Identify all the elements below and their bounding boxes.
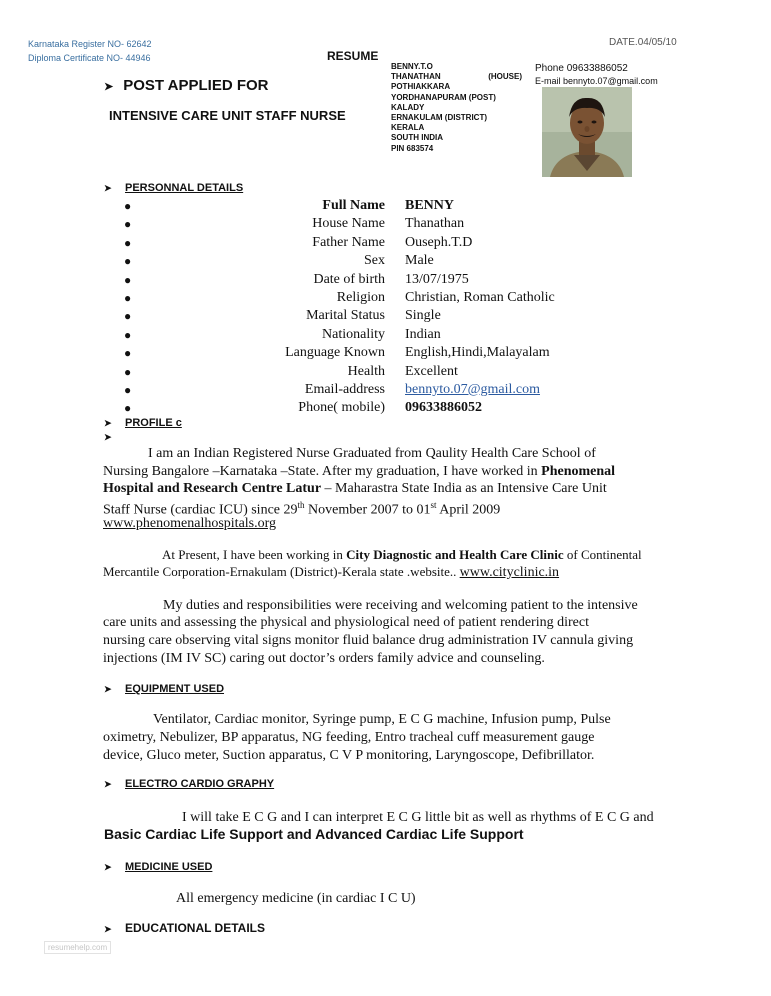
ecg-line: I will take E C G and I can interpret E C G little bit as well as rhythms of E C G and xyxy=(182,810,654,825)
arrow-bullet-icon: ➤ xyxy=(104,862,112,872)
equipment-line: oximetry, Nebulizer, BP apparatus, NG feeding, Entro tracheal cuff measurement gauge xyxy=(103,730,595,745)
address-house-row xyxy=(391,72,522,82)
detail-row xyxy=(122,399,592,417)
profile-text: – Maharastra State India as an Intensive Care Unit xyxy=(321,481,607,496)
arrow-bullet-icon: ➤ xyxy=(104,81,114,93)
portrait-image xyxy=(542,87,632,177)
bullet-icon: ● xyxy=(124,401,132,416)
profile-text: April 2009 xyxy=(436,502,501,518)
arrow-bullet-icon: ➤ xyxy=(104,432,112,442)
address-line: KERALA xyxy=(391,123,425,133)
address-house-name: THANATHAN xyxy=(391,72,441,82)
hospital-website-link[interactable]: www.phenomenalhospitals.org xyxy=(103,516,277,531)
detail-label: Full Name xyxy=(322,198,385,213)
address-line: YORDHANAPURAM (POST) xyxy=(391,92,496,102)
bullet-icon: ● xyxy=(124,217,132,232)
detail-label: Sex xyxy=(364,253,385,269)
profile-text: Mercantile Corporation-Ernakulam (District)-Kerala state .website.. xyxy=(103,564,460,579)
hospital-name: Hospital and Research Centre Latur xyxy=(103,481,322,496)
profile-text: November 2007 to 01 xyxy=(304,502,431,518)
page-title: RESUME xyxy=(327,49,379,63)
duties-line: injections (IM IV SC) caring out doctor’s orders family advice and counseling. xyxy=(103,651,545,666)
diploma-number: Diploma Certificate NO- 44946 xyxy=(28,53,151,63)
detail-value: BENNY xyxy=(405,198,455,213)
detail-value: Single xyxy=(405,308,441,324)
email-link[interactable]: bennyto.07@gmail.com xyxy=(405,381,540,397)
contact-block xyxy=(535,63,658,87)
detail-value: English,Hindi,Malayalam xyxy=(405,345,550,361)
medicine-line: All emergency medicine (in cardiac I C U) xyxy=(176,891,416,906)
detail-value: 09633886052 xyxy=(405,400,482,416)
bullet-icon: ● xyxy=(124,235,132,250)
section-equipment xyxy=(104,683,224,695)
bullet-icon: ● xyxy=(124,382,132,397)
section-title: EQUIPMENT USED xyxy=(125,683,225,695)
section-title: MEDICINE USED xyxy=(125,861,213,873)
duties-line: care units and assessing the physical and physiological need of patient rendering direct xyxy=(103,615,589,630)
personal-details-list xyxy=(122,197,592,418)
equipment-line: device, Gluco meter, Suction apparatus, C V P monitoring, Laryngoscope, Defibrillator. xyxy=(103,748,595,763)
detail-label: Nationality xyxy=(322,326,385,342)
register-number: Karnataka Register NO- 62642 xyxy=(28,39,152,49)
bullet-icon: ● xyxy=(124,364,132,379)
detail-value: 13/07/1975 xyxy=(405,271,469,287)
detail-row xyxy=(122,215,592,233)
detail-row xyxy=(122,363,592,381)
detail-row xyxy=(122,252,592,270)
arrow-bullet-icon: ➤ xyxy=(104,183,112,193)
section-profile xyxy=(104,417,182,429)
bullet-icon: ● xyxy=(124,346,132,361)
arrow-bullet-icon: ➤ xyxy=(104,779,112,789)
detail-value: Male xyxy=(405,253,434,269)
profile-text: Staff Nurse (cardiac ICU) since 29 xyxy=(103,502,298,518)
hospital-name: Phenomenal xyxy=(541,464,616,479)
profile-text: Nursing Bangalore –Karnataka –State. After my graduation, I have worked in xyxy=(103,464,542,479)
profile-line: I am an Indian Registered Nurse Graduated from Qaulity Health Care School of xyxy=(148,446,596,461)
clinic-website-link[interactable]: www.cityclinic.in xyxy=(459,565,560,580)
section-personal-details xyxy=(104,182,243,194)
watermark-logo: resumehelp.com xyxy=(44,941,111,954)
detail-value: Ouseph.T.D xyxy=(405,234,473,250)
bullet-icon: ● xyxy=(124,327,132,342)
contact-email: E-mail bennyto.07@gmail.com xyxy=(535,76,658,86)
post-heading xyxy=(104,77,269,94)
arrow-bullet-icon: ➤ xyxy=(104,418,112,428)
duties-line: nursing care observing vital signs monitor fluid balance drug administration IV cannula giving xyxy=(103,633,634,648)
detail-label: Email-address xyxy=(304,381,385,397)
detail-label: House Name xyxy=(312,216,385,232)
address-name: BENNY.T.O xyxy=(391,62,433,71)
post-heading-text: POST APPLIED FOR xyxy=(123,77,269,94)
empty-bullet xyxy=(104,431,125,443)
detail-label: Health xyxy=(347,363,385,379)
bullet-icon: ● xyxy=(124,309,132,324)
section-medicine xyxy=(104,861,212,873)
bullet-icon: ● xyxy=(124,254,132,269)
section-title: EDUCATIONAL DETAILS xyxy=(125,921,265,935)
detail-row xyxy=(122,271,592,289)
address-line: ERNAKULAM (DISTRICT) xyxy=(391,113,487,123)
bullet-icon: ● xyxy=(124,272,132,287)
ordinal-suffix: st xyxy=(430,500,437,510)
section-title: PROFILE c xyxy=(125,417,182,429)
address-line: KALADY xyxy=(391,102,425,112)
detail-row xyxy=(122,289,592,307)
ordinal-suffix: th xyxy=(297,500,305,510)
detail-label: Phone( mobile) xyxy=(298,400,385,416)
detail-row xyxy=(122,197,592,215)
address-house-tag: (HOUSE) xyxy=(488,72,522,82)
detail-label: Father Name xyxy=(312,234,385,250)
arrow-bullet-icon: ➤ xyxy=(104,924,112,934)
bullet-icon: ● xyxy=(124,199,132,213)
section-ecg xyxy=(104,778,274,790)
detail-row xyxy=(122,381,592,399)
address-line: SOUTH INDIA xyxy=(391,133,443,143)
profile-line xyxy=(162,546,642,563)
bullet-icon: ● xyxy=(124,290,132,305)
detail-value: Excellent xyxy=(405,363,458,379)
section-title: ELECTRO CARDIO GRAPHY xyxy=(125,778,275,790)
clinic-name: City Diagnostic and Health Care Clinic xyxy=(346,547,564,562)
detail-value: Christian, Roman Catholic xyxy=(405,289,555,305)
profile-photo xyxy=(542,87,632,177)
contact-phone: Phone 09633886052 xyxy=(535,63,628,74)
profile-text: At Present, I have been working in xyxy=(162,547,347,562)
detail-label: Language Known xyxy=(285,345,385,361)
address-line: POTHIAKKARA xyxy=(391,82,451,92)
position-title: INTENSIVE CARE UNIT STAFF NURSE xyxy=(109,108,346,123)
section-title: PERSONNAL DETAILS xyxy=(125,182,244,194)
registration-info xyxy=(28,37,152,65)
detail-row xyxy=(122,344,592,362)
duties-line: My duties and responsibilities were receiving and welcoming patient to the intensive xyxy=(163,598,638,613)
detail-value: Thanathan xyxy=(405,216,465,232)
profile-line xyxy=(103,463,615,481)
arrow-bullet-icon: ➤ xyxy=(104,684,112,694)
section-education xyxy=(104,921,265,935)
address-line: PIN 683574 xyxy=(391,143,434,153)
detail-label: Marital Status xyxy=(306,308,385,324)
life-support-line: Basic Cardiac Life Support and Advanced Cardiac Life Support xyxy=(104,826,524,842)
detail-value: Indian xyxy=(405,326,441,342)
equipment-line: Ventilator, Cardiac monitor, Syringe pump, E C G machine, Infusion pump, Pulse xyxy=(153,712,611,727)
detail-row xyxy=(122,326,592,344)
detail-label: Religion xyxy=(336,289,385,305)
profile-line xyxy=(103,563,559,581)
document-date: DATE.04/05/10 xyxy=(609,37,677,48)
profile-line xyxy=(103,480,607,498)
detail-row xyxy=(122,234,592,252)
address-block xyxy=(391,62,522,154)
detail-label: Date of birth xyxy=(313,271,385,287)
detail-row xyxy=(122,307,592,325)
profile-text: of Continental xyxy=(563,547,642,562)
